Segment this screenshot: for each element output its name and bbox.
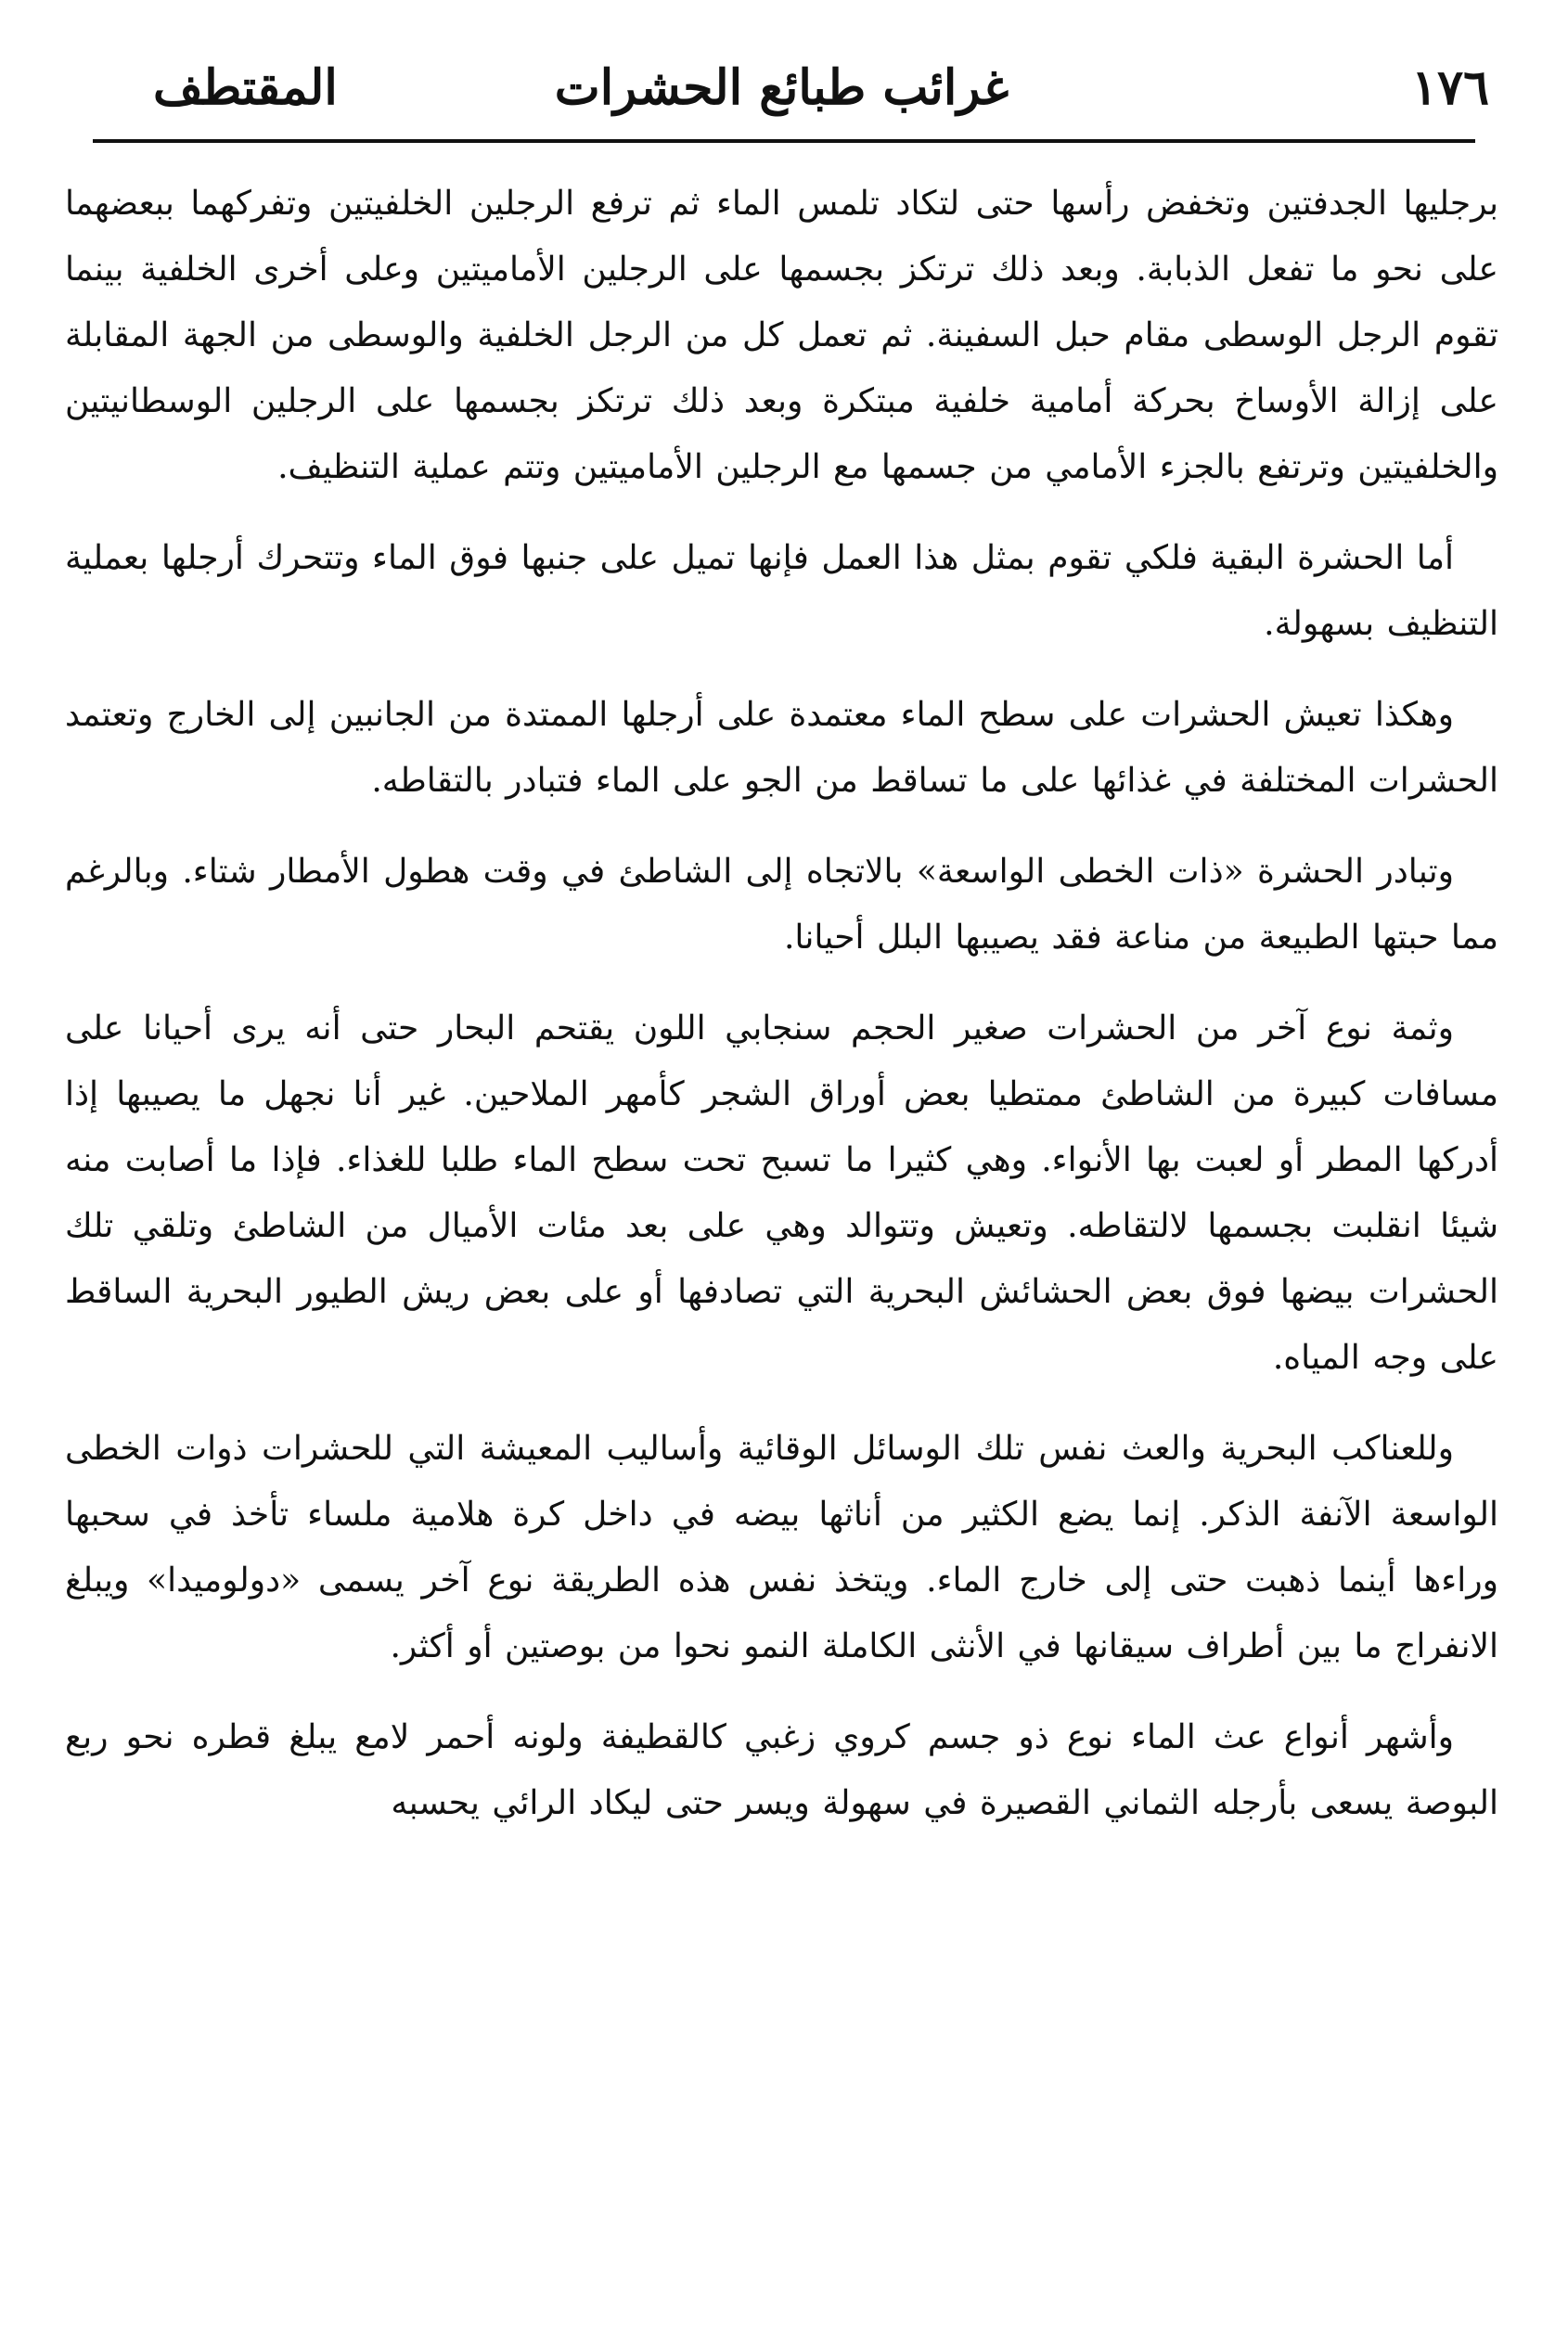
article-body <box>65 171 1498 1836</box>
running-header <box>65 51 1498 135</box>
paragraph: وثمة نوع آخر من الحشرات صغير الحجم سنجابي اللون يقتحم البحار حتى أنه يرى أحيانا على مسافات كبيرة من الشاطئ ممتطيا بعض أوراق الشجر كأمهر الملاحين. غير أنا نجهل ما يصيبها إذا أدركها المطر أو لعبت بها الأنواء. وهي كثيرا ما تسبح تحت سطح الماء طلبا للغذاء. فإذا ما أصابت منه شيئا انقلبت بجسمها لالتقاطه. وتعيش وتتوالد وهي على بعد مئات الأميال من الشاطئ وتلقي تلك الحشرات بيضها فوق بعض الحشائش البحرية التي تصادفها أو على بعض ريش الطيور البحرية الساقط على وجه المياه. <box>65 1009 1498 1377</box>
header-rule <box>93 139 1475 143</box>
paragraph: وتبادر الحشرة «ذات الخطى الواسعة» بالاتجاه إلى الشاطئ في وقت هطول الأمطار شتاء. وبالرغم مما حبتها الطبيعة من مناعة فقد يصيبها البلل أحيانا. <box>65 853 1498 957</box>
paragraph: أما الحشرة البقية فلكي تقوم بمثل هذا العمل فإنها تميل على جنبها فوق الماء وتتحرك أرجلها بعملية التنظيف بسهولة. <box>65 539 1498 643</box>
paragraph: برجليها الجدفتين وتخفض رأسها حتى لتكاد تلمس الماء ثم ترفع الرجلين الخلفيتين وتفركهما ببعضهما على نحو ما تفعل الذبابة. وبعد ذلك ترتكز بجسمها على الرجلين الأماميتين وعلى أخرى الخلفية بينما تقوم الرجل الوسطى مقام حبل السفينة. ثم تعمل كل من الرجل الخلفية والوسطى من الجهة المقابلة على إزالة الأوساخ بحركة أمامية خلفية مبتكرة وبعد ذلك ترتكز بجسمها على الرجلين الوسطانيتين والخلفيتين وترتفع بالجزء الأمامي من جسمها مع الرجلين الأماميتين وتتم عملية التنظيف. <box>65 185 1498 486</box>
paragraph: وهكذا تعيش الحشرات على سطح الماء معتمدة على أرجلها الممتدة من الجانبين إلى الخارج وتعتمد الحشرات المختلفة في غذائها على ما تساقط من الجو على الماء فتبادر بالتقاطه. <box>65 696 1498 800</box>
article-title: غرائب طبائع الحشرات <box>554 59 1009 116</box>
journal-name: المقتطف <box>153 59 338 116</box>
page-number: ١٧٦ <box>1411 59 1489 116</box>
paragraph: وأشهر أنواع عث الماء نوع ذو جسم كروي زغبي كالقطيفة ولونه أحمر لامع يبلغ قطره نحو ربع البوصة يسعى بأرجله الثماني القصيرة في سهولة ويسر حتى ليكاد الرائي يحسبه <box>65 1718 1498 1822</box>
paragraph: وللعناكب البحرية والعث نفس تلك الوسائل الوقائية وأساليب المعيشة التي للحشرات ذوات الخطى الواسعة الآنفة الذكر. إنما يضع الكثير من أناثها بيضه في داخل كرة هلامية ملساء تأخذ في سحبها وراءها أينما ذهبت حتى إلى خارج الماء. ويتخذ نفس هذه الطريقة نوع آخر يسمى «دولوميدا» ويبلغ الانفراج ما بين أطراف سيقانها في الأنثى الكاملة النمو نحوا من بوصتين أو أكثر. <box>65 1430 1498 1665</box>
